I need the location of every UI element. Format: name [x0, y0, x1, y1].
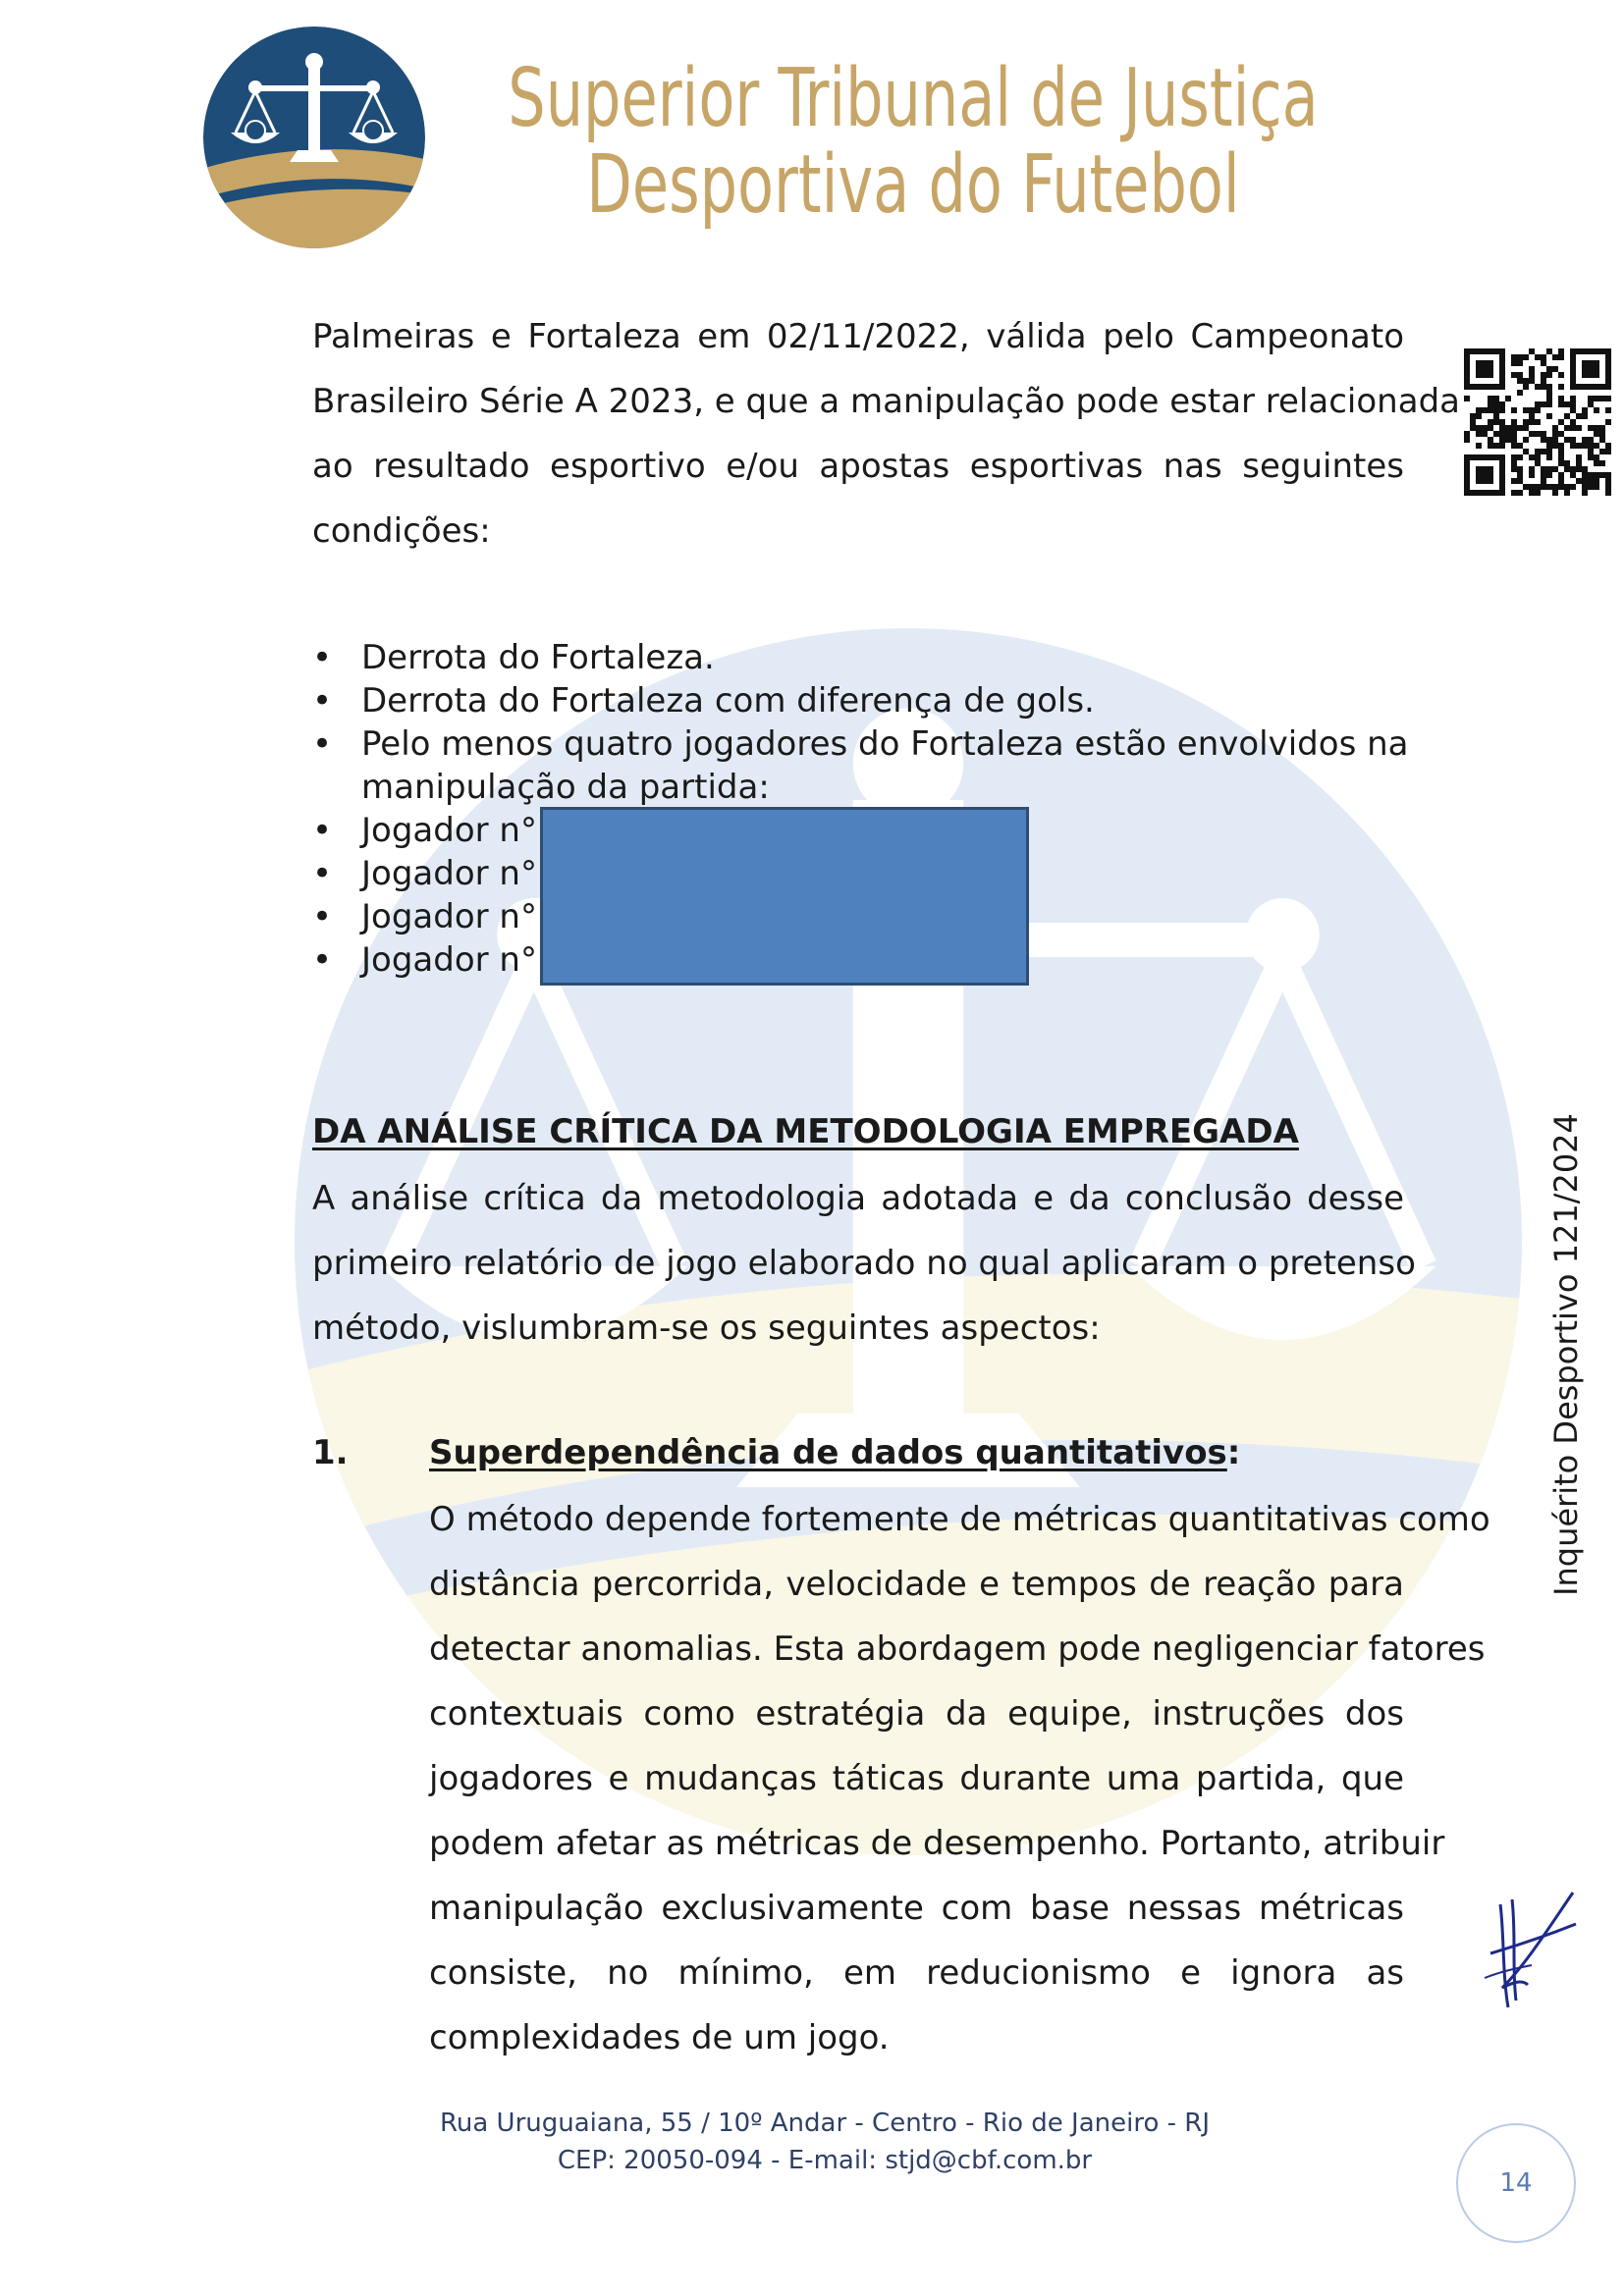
list-item [312, 722, 1409, 809]
item-line: contextuais como estratégia da equipe, instruções dos [429, 1694, 1404, 1734]
brand-title-line-1: Superior Tribunal de Justiça [508, 52, 1319, 145]
item-title [429, 1433, 1240, 1472]
item-line: O método depende fortemente de métricas quantitativas como [429, 1500, 1490, 1539]
item-line: jogadores e mudanças táticas durante uma partida, que [429, 1759, 1404, 1798]
player-label: Jogador n° [361, 897, 537, 936]
intro-line: condições: [312, 511, 491, 551]
bullet-icon: • [312, 638, 333, 677]
list-item [312, 679, 1404, 722]
bullet-icon: • [312, 940, 333, 980]
bullet-icon: • [312, 724, 333, 764]
list-item-text: Derrota do Fortaleza com diferença de gols. [361, 681, 1095, 721]
analysis-paragraph [312, 1166, 1416, 1361]
analysis-line: A análise crítica da metodologia adotada e da conclusão desse [312, 1179, 1404, 1218]
player-label: Jogador n° [361, 811, 537, 850]
item-line: podem afetar as métricas de desempenho. Portanto, atribuir [429, 1824, 1445, 1863]
list-item-text: manipulação da partida: [361, 768, 770, 807]
item-line: distância percorrida, velocidade e tempos de reação para [429, 1565, 1404, 1604]
item-title-suffix: : [1226, 1433, 1241, 1472]
item-body-paragraph [429, 1487, 1490, 2070]
intro-line: Brasileiro Série A 2023, e que a manipulação pode estar relacionada [312, 382, 1460, 421]
item-line: consiste, no mínimo, em reducionismo e ignora as [429, 1953, 1404, 1993]
item-line: detectar anomalias. Esta abordagem pode negligenciar fatores [429, 1629, 1486, 1669]
inquiry-reference-label: Inquérito Desportivo 121/2024 [1547, 1113, 1585, 1596]
section-heading: DA ANÁLISE CRÍTICA DA METODOLOGIA EMPREGADA [312, 1112, 1299, 1151]
bullet-icon: • [312, 897, 333, 936]
list-item [312, 636, 1404, 679]
player-label: Jogador n° [361, 940, 537, 980]
handwritten-signature-icon [1483, 1885, 1581, 2022]
intro-line: Palmeiras e Fortaleza em 02/11/2022, válida pelo Campeonato [312, 317, 1404, 356]
page-number-badge [1456, 2123, 1576, 2243]
bullet-icon: • [312, 811, 333, 850]
brand-title-line-2: Desportiva do Futebol [586, 138, 1240, 232]
scales-of-justice-logo-icon [201, 25, 427, 250]
footer-contact: CEP: 20050-094 - E-mail: stjd@cbf.com.br [557, 2146, 1093, 2175]
redaction-box [540, 807, 1029, 986]
intro-line: ao resultado esportivo e/ou apostas esportivas nas seguintes [312, 447, 1404, 486]
item-line: complexidades de um jogo. [429, 2018, 890, 2057]
item-number: 1. [312, 1433, 349, 1472]
bullet-icon: • [312, 854, 333, 893]
bullet-icon: • [312, 681, 333, 721]
list-item-text: Pelo menos quatro jogadores do Fortaleza estão envolvidos na [361, 724, 1409, 764]
page-number: 14 [1499, 2168, 1533, 2198]
item-title-text: Superdependência de dados quantitativos [429, 1433, 1227, 1472]
intro-paragraph [312, 304, 1460, 563]
item-line: manipulação exclusivamente com base nessas métricas [429, 1889, 1404, 1928]
list-item-text: Derrota do Fortaleza. [361, 638, 715, 677]
qr-code-icon[interactable] [1463, 348, 1612, 496]
player-label: Jogador n° [361, 854, 537, 893]
footer-address: Rua Uruguaiana, 55 / 10º Andar - Centro - Rio de Janeiro - RJ [439, 2109, 1210, 2138]
analysis-line: primeiro relatório de jogo elaborado no qual aplicaram o pretenso [312, 1244, 1416, 1283]
analysis-line: método, vislumbram-se os seguintes aspectos: [312, 1308, 1101, 1348]
